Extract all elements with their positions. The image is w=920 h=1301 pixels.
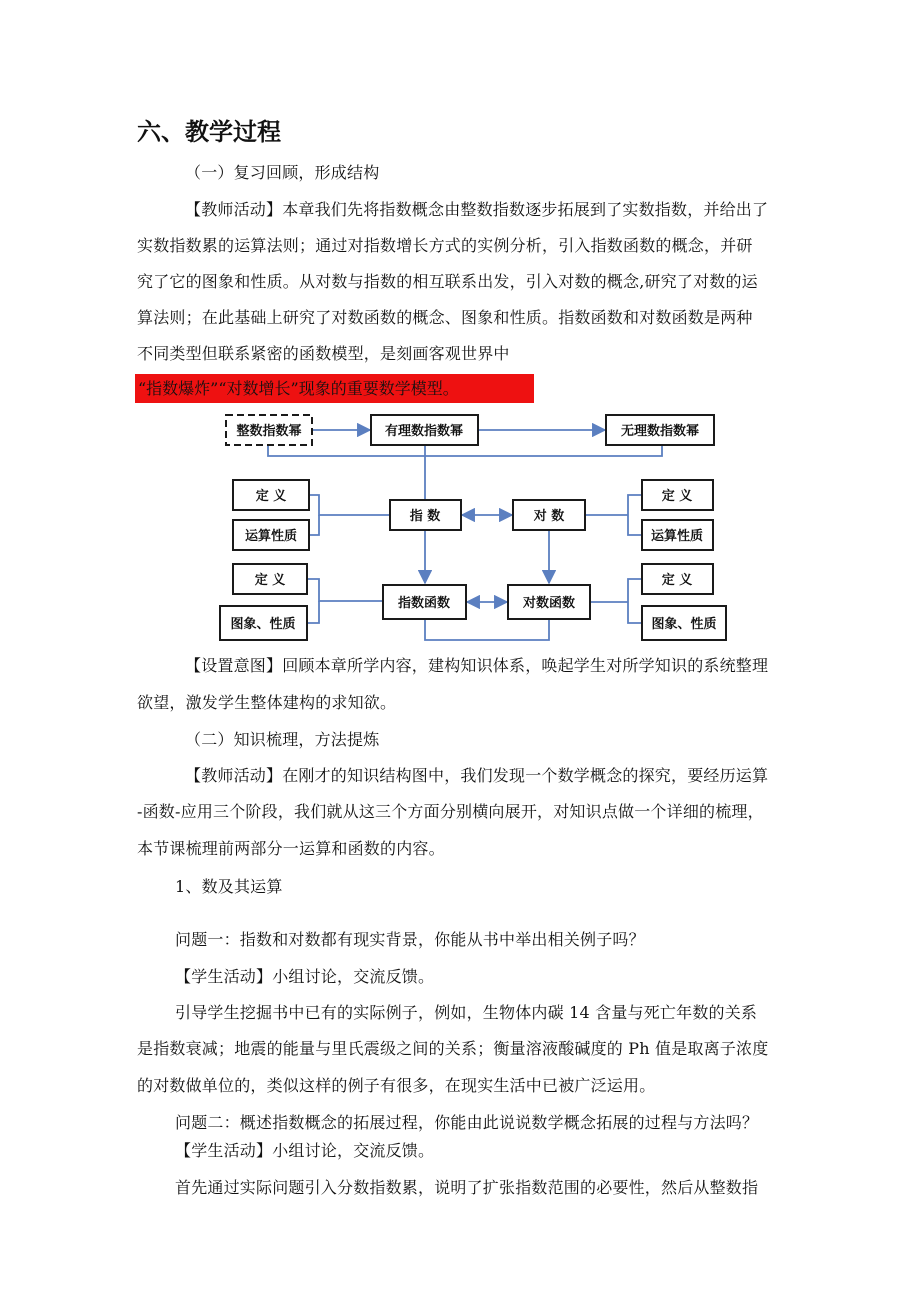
paragraph-line: 究了它的图象和性质。从对数与指数的相互联系出发，引入对数的概念,研究了对数的运 bbox=[137, 272, 758, 291]
box-definition-right-1 bbox=[642, 480, 713, 510]
box-label: 运算性质 bbox=[650, 529, 704, 544]
box-graph-right bbox=[642, 606, 726, 640]
box-definition-left-2 bbox=[233, 564, 307, 594]
box-label: 定 义 bbox=[255, 489, 287, 504]
box-definition-left-1 bbox=[233, 480, 309, 510]
student-activity-1: 【学生活动】小组讨论，交流反馈。 bbox=[175, 967, 435, 986]
box-rational-exponent bbox=[371, 415, 478, 445]
box-logarithm bbox=[513, 500, 585, 530]
box-label: 指 数 bbox=[409, 509, 441, 524]
box-exponent bbox=[390, 500, 461, 530]
box-logarithmic-function bbox=[508, 585, 590, 619]
box-irrational-exponent-label: 无理数指数幂 bbox=[620, 424, 700, 439]
box-label: 定 义 bbox=[254, 573, 286, 588]
paragraph-line: 的对数做单位的，类似这样的例子有很多，在现实生活中已被广泛运用。 bbox=[137, 1076, 656, 1095]
paragraph-line: 引导学生挖掘书中已有的实际例子，例如，生物体内碳 14 含量与死亡年数的关系 bbox=[175, 1003, 758, 1022]
paragraph-line: 本节课梳理前两部分一运算和函数的内容。 bbox=[137, 839, 445, 858]
paragraph-line: 【教师活动】本章我们先将指数概念由整数指数逐步拓展到了实数指数，并给出了 bbox=[185, 200, 769, 219]
subsection-heading-2: （二）知识梳理，方法提炼 bbox=[185, 730, 380, 749]
paragraph-line: 算法则；在此基础上研究了对数函数的概念、图象和性质。指数函数和对数函数是两种 bbox=[137, 308, 753, 327]
paragraph-line: 是指数衰减；地震的能量与里氏震级之间的关系；衡量溶液酸碱度的 Ph 值是取离子浓度 bbox=[137, 1039, 769, 1058]
box-rational-exponent-label: 有理数指数幂 bbox=[384, 424, 464, 439]
box-exponential-function bbox=[383, 585, 466, 619]
paragraph-line: 不同类型但联系紧密的函数模型，是刻画客观世界中 bbox=[137, 344, 510, 363]
list-item-heading: 1、数及其运算 bbox=[175, 877, 283, 896]
student-activity-2: 【学生活动】小组讨论，交流反馈。 bbox=[175, 1141, 435, 1160]
paragraph-line: 【教师活动】在刚才的知识结构图中，我们发现一个数学概念的探究，要经历运算 bbox=[185, 766, 769, 785]
subsection-heading-1: （一）复习回顾，形成结构 bbox=[185, 163, 380, 182]
paragraph-line: 【设置意图】回顾本章所学内容，建构知识体系，唤起学生对所学知识的系统整理 bbox=[185, 656, 769, 675]
paragraph-line: 欲望，激发学生整体建构的求知欲。 bbox=[137, 693, 397, 712]
paragraph-line: 实数指数累的运算法则；通过对指数增长方式的实例分析，引入指数函数的概念，并研 bbox=[137, 236, 753, 255]
box-integer-exponent-label: 整数指数幂 bbox=[236, 424, 302, 439]
paragraph-line: -函数-应用三个阶段，我们就从这三个方面分别横向展开，对知识点做一个详细的梳理， bbox=[137, 802, 764, 821]
box-label: 图象、性质 bbox=[230, 617, 296, 632]
box-label: 对 数 bbox=[533, 509, 565, 524]
question-2: 问题二：概述指数概念的拓展过程，你能由此说说数学概念拓展的过程与方法吗？ bbox=[175, 1113, 759, 1132]
box-label: 图象、性质 bbox=[651, 617, 717, 632]
box-label: 定 义 bbox=[661, 489, 693, 504]
paragraph-line: 首先通过实际问题引入分数指数累，说明了扩张指数范围的必要性，然后从整数指 bbox=[175, 1178, 759, 1197]
box-definition-right-2 bbox=[642, 564, 713, 594]
section-title: 六、教学过程 bbox=[137, 118, 281, 146]
box-operation-left bbox=[233, 520, 309, 550]
box-graph-left bbox=[220, 606, 307, 640]
box-integer-exponent bbox=[226, 415, 312, 445]
box-label: 定 义 bbox=[661, 573, 693, 588]
box-label: 对数函数 bbox=[522, 596, 576, 611]
box-irrational-exponent bbox=[606, 415, 714, 445]
question-1: 问题一：指数和对数都有现实背景，你能从书中举出相关例子吗？ bbox=[175, 930, 645, 949]
highlight-text: “指数爆炸”“对数增长”现象的重要数学模型。 bbox=[138, 379, 459, 398]
box-label: 指数函数 bbox=[397, 596, 451, 611]
box-operation-right bbox=[642, 520, 713, 550]
box-label: 运算性质 bbox=[244, 529, 298, 544]
